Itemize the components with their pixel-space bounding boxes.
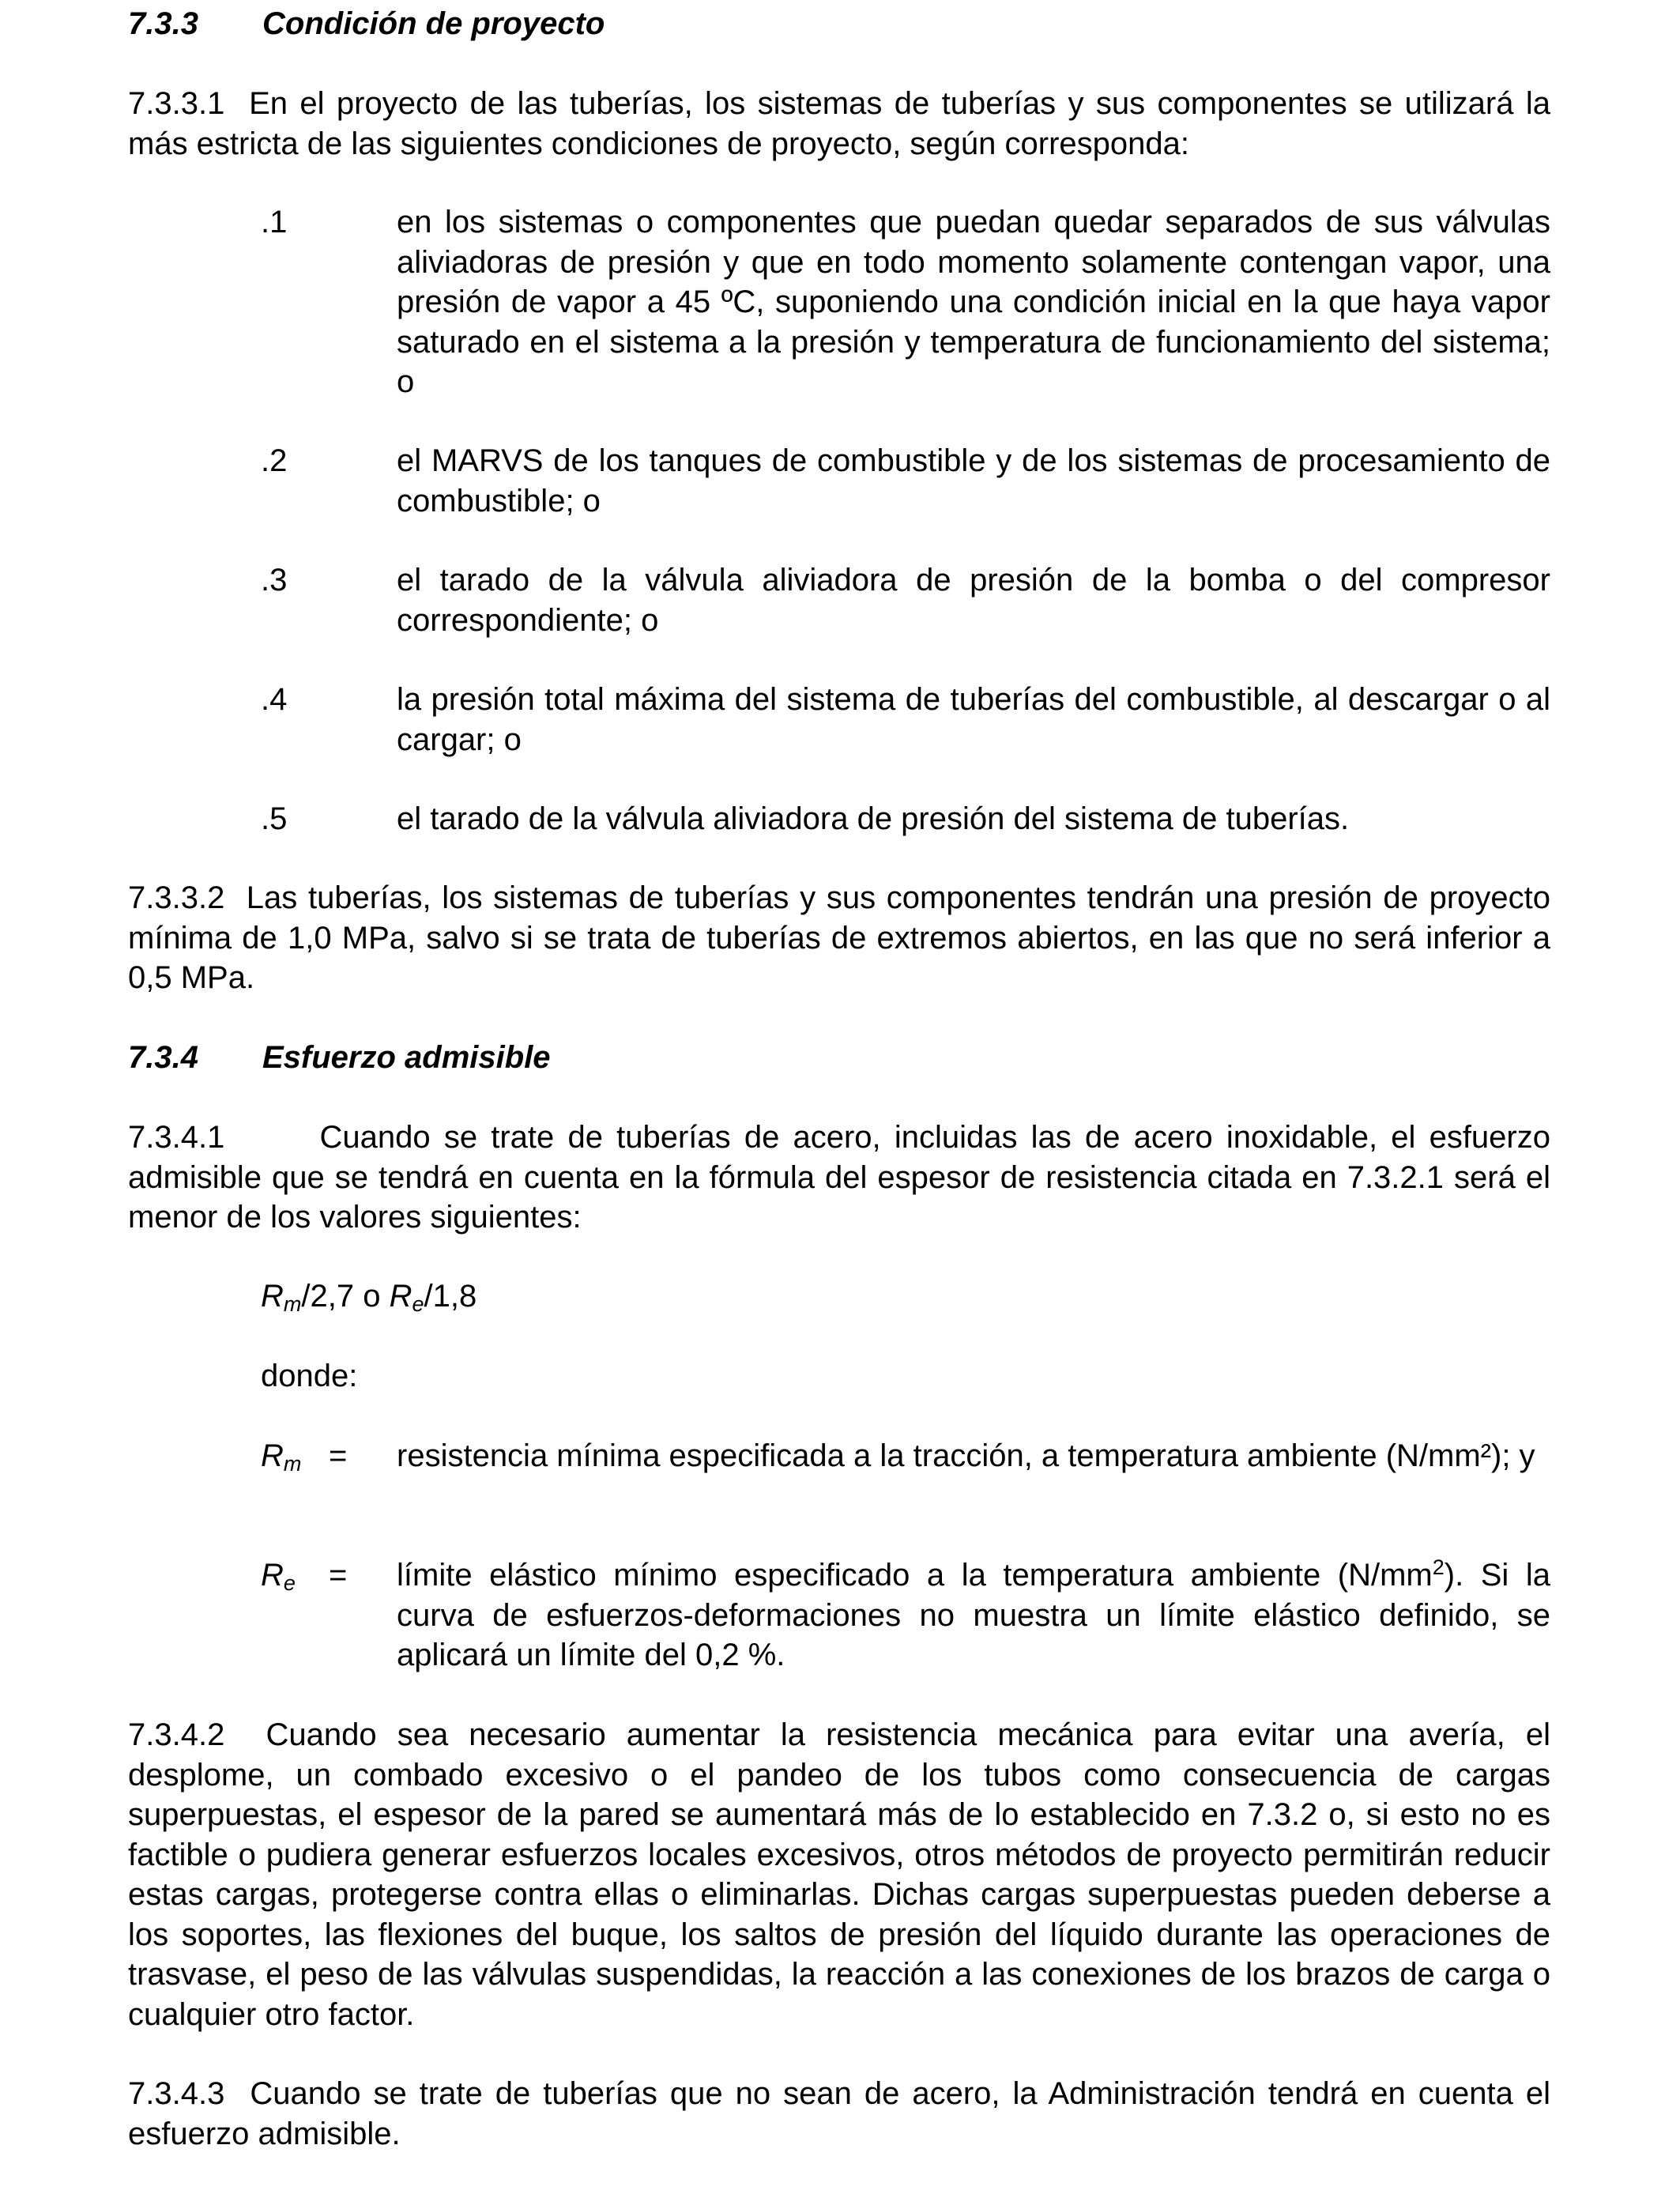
paragraph-text: Las tuberías, los sistemas de tuberías y sus componentes tendrán una presión de proyecto mínima de 1,0 MPa, salvo si se trata de tuberías de extremos abiertos, en las que no será inferior a 0,5 MPa. <box>128 880 1550 995</box>
formula-symbol-r: R <box>389 1279 412 1314</box>
paragraph-number: 7.3.4.2 <box>128 1717 225 1752</box>
formula-line <box>261 1276 477 1316</box>
heading-title: Condición de proyecto <box>262 6 605 41</box>
list-item-5 <box>261 799 1550 839</box>
paragraph-text: Cuando sea necesario aumentar la resistencia mecánica para evitar una avería, el desplome, un combado excesivo o el pandeo de los tubos como consecuencia de cargas superpuestas, el espesor de la pared se aumentará más de lo establecido en 7.3.2 o, si esto no es factible o pudiera generar esfuerzos locales excesivos, otros métodos de proyecto permitirán reducir estas cargas, protegerse contra ellas o eliminarlas. Dichas cargas superpuestas pueden deberse a los soportes, las flexiones del buque, los saltos de presión del líquido durante las operaciones de trasvase, el peso de las válvulas suspendidas, la reacción a las conexiones de los brazos de carga o cualquier otro factor. <box>128 1717 1550 2032</box>
heading-7-3-3 <box>128 4 605 43</box>
paragraph-text: Cuando se trate de tuberías que no sean de acero, la Administración tendrá en cuenta el esfuerzo admisible. <box>128 2076 1550 2151</box>
list-item-number: .2 <box>261 443 288 478</box>
list-item-text: el MARVS de los tanques de combustible y de los sistemas de procesamiento de combustible; o <box>397 443 1550 518</box>
list-item-1 <box>261 202 1550 402</box>
paragraph-number: 7.3.3.2 <box>128 880 225 915</box>
definition-symbol: $R_m$ <box>261 1438 302 1476</box>
paragraph-text: En el proyecto de las tuberías, los sistemas de tuberías y sus componentes se utilizará la más estricta de las siguientes condiciones de proyecto, según corresponda: <box>128 86 1550 161</box>
formula-subscript-e: e <box>412 1292 424 1316</box>
paragraph-number: 7.3.4.1 <box>128 1120 225 1155</box>
definition-symbol: $R_e$ <box>261 1558 296 1595</box>
list-item-number: .3 <box>261 563 288 598</box>
list-item-4 <box>261 680 1550 760</box>
list-item-text: la presión total máxima del sistema de tuberías del combustible, al descargar o al cargar; o <box>397 682 1550 757</box>
heading-title: Esfuerzo admisible <box>262 1040 551 1075</box>
list-item-text: el tarado de la válvula aliviadora de presión del sistema de tuberías. <box>397 801 1350 836</box>
paragraph-7-3-4-2 <box>128 1715 1550 2034</box>
definition-text: límite elástico mínimo especificado a la temperatura ambiente $(N/mm^2)$. Si la curva de esfuerzos-deformaciones no muestra un límite elástico definido, se aplicará un límite del 0,2 %. <box>397 1555 1550 1672</box>
list-item-text: el tarado de la válvula aliviadora de presión de la bomba o del compresor correspondiente; o <box>397 563 1550 638</box>
definition-equals: = <box>329 1558 348 1593</box>
paragraph-text: Cuando se trate de tuberías de acero, incluidas las de acero inoxidable, el esfuerzo admisible que se tendrá en cuenta en la fórmula del espesor de resistencia citada en 7.3.2.1 será el menor de los valores siguientes: <box>128 1120 1550 1235</box>
donde-label: donde: <box>261 1359 358 1393</box>
definition-re <box>261 1555 1550 1676</box>
heading-7-3-4 <box>128 1038 551 1077</box>
paragraph-7-3-3-2 <box>128 878 1550 998</box>
list-item-number: .4 <box>261 682 288 717</box>
definition-text: resistencia mínima especificada a la tracción, a temperatura ambiente (N/mm²); y <box>397 1438 1535 1473</box>
paragraph-number: 7.3.4.3 <box>128 2076 225 2111</box>
heading-number: 7.3.3 <box>128 6 198 41</box>
formula-symbol-r: R <box>261 1279 284 1314</box>
definition-rm <box>261 1436 1550 1476</box>
paragraph-number: 7.3.3.1 <box>128 86 225 121</box>
list-item-3 <box>261 560 1550 640</box>
heading-number: 7.3.4 <box>128 1040 198 1075</box>
paragraph-7-3-4-3 <box>128 2074 1550 2154</box>
list-item-number: .5 <box>261 801 288 836</box>
paragraph-7-3-3-1 <box>128 84 1550 164</box>
list-item-2 <box>261 441 1550 521</box>
formula-text: /1,8 <box>424 1279 477 1314</box>
formula-subscript-m: m <box>283 1292 302 1316</box>
formula-text: /2,7 o <box>301 1279 390 1314</box>
paragraph-7-3-4-1 <box>128 1118 1550 1238</box>
list-item-text: en los sistemas o componentes que puedan quedar separados de sus válvulas aliviadoras de presión y que en todo momento solamente contengan vapor, una presión de vapor a 45 ºC, suponiendo una condición inicial en la que haya vapor saturado en el sistema a la presión y temperatura de funcionamiento del sistema; o <box>397 205 1550 399</box>
list-item-number: .1 <box>261 205 288 239</box>
definition-equals: = <box>329 1438 348 1473</box>
